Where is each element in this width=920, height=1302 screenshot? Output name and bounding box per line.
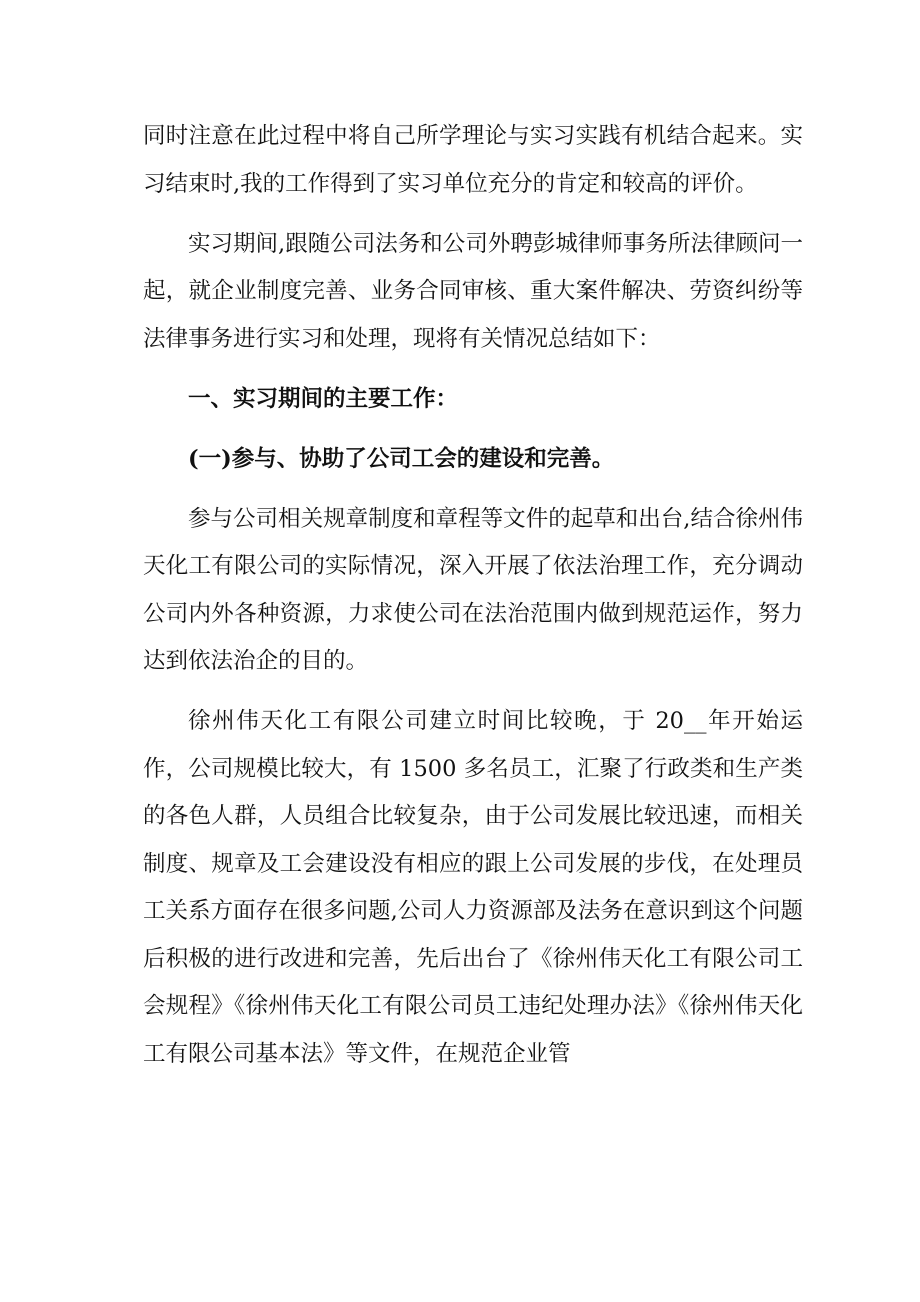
paragraph-regulations: 参与公司相关规章制度和章程等文件的起草和出台,结合徐州伟天化工有限公司的实际情况，深入开展了依法治理工作，充分调动公司内外各种资源，力求使公司在法治范围内做到规范运作，努力达到依法治企的目的。 bbox=[143, 505, 803, 674]
subsection-heading-union: (一)参与、协助了公司工会的建设和完善。 bbox=[188, 445, 615, 472]
section-heading-main-work: 一、实习期间的主要工作： bbox=[188, 385, 459, 412]
paragraph-internship-overview: 实习期间,跟随公司法务和公司外聘彭城律师事务所法律顾问一起，就企业制度完善、业务合同审核、重大案件解决、劳资纠纷等法律事务进行实习和处理，现将有关情况总结如下： bbox=[143, 230, 803, 352]
document-body bbox=[143, 113, 803, 1078]
paragraph-continuation: 同时注意在此过程中将自己所学理论与实习实践有机结合起来。实习结束时,我的工作得到了实习单位充分的肯定和较高的评价。 bbox=[143, 123, 803, 197]
paragraph-company-background: 徐州伟天化工有限公司建立时间比较晚，于 20__年开始运作，公司规模比较大，有 1500 多名员工，汇聚了行政类和生产类的各色人群，人员组合比较复杂，由于公司发展比较迅速，而相关制度、规章及工会建设没有相应的跟上公司发展的步伐，在处理员工关系方面存在很多问题,公司人力资源部及法务在意识到这个问题后积极的进行改进和完善，先后出台了《徐州伟天化工有限公司工会规程》《徐州伟天化工有限公司员工违纪处理办法》《徐州伟天化工有限公司基本法》等文件，在规范企业管 bbox=[143, 708, 803, 1067]
